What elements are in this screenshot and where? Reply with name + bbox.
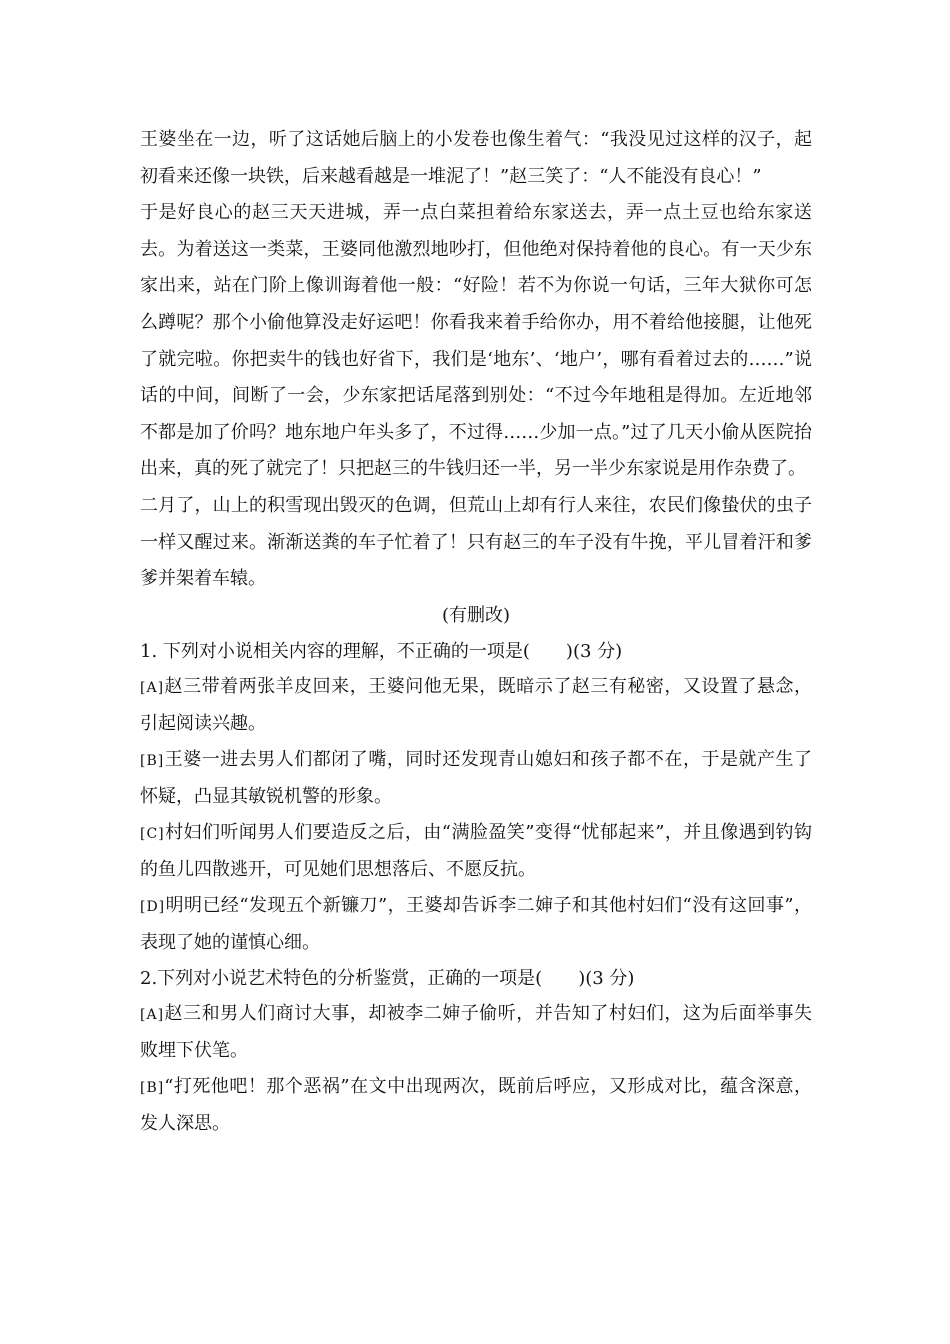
option-text: 村妇们听闻男人们要造反之后，由“满脸盈笑”变得“忧郁起来”，并且像遇到钓钩的鱼儿四散逃开，可见她们思想落后、不愿反抗。 <box>140 822 812 881</box>
option-text: 王婆一进去男人们都闭了嘴，同时还发现青山媳妇和孩子都不在，于是就产生了怀疑，凸显其敏锐机警的形象。 <box>140 749 812 808</box>
option-text: 明明已经“发现五个新镰刀”，王婆却告诉李二婶子和其他村妇们“没有这回事”，表现了她的谨慎心细。 <box>140 895 812 954</box>
option-label: [B] <box>140 1080 165 1097</box>
passage-paragraph-1: 王婆坐在一边，听了这话她后脑上的小发卷也像生着气：“我没见过这样的汉子，起初看来还像一块铁，后来越看越是一堆泥了！”赵三笑了：“人不能没有良心！” <box>140 129 812 187</box>
option-text: 赵三和男人们商讨大事，却被李二婶子偷听，并告知了村妇们，这为后面举事失败埋下伏笔。 <box>140 1003 812 1062</box>
question-2-stem: 2.下列对小说艺术特色的分析鉴赏，正确的一项是( )(3 分) <box>140 968 635 990</box>
option-label: [A] <box>140 1007 165 1024</box>
question-2-option-a <box>140 996 812 1069</box>
passage-paragraph-3: 二月了，山上的积雪现出毁灭的色调，但荒山上却有行人来往，农民们像蛰伏的虫子一样又醒过来。渐渐送粪的车子忙着了！只有赵三的车子没有牛挽，平儿冒着汗和爹爹并架着车辕。 <box>140 494 812 590</box>
option-label: [D] <box>140 899 166 916</box>
question-1-stem: 1. 下列对小说相关内容的理解，不正确的一项是( )(3 分) <box>140 641 623 663</box>
question-1-option-b <box>140 742 812 815</box>
question-1-option-d <box>140 888 812 961</box>
edit-note: (有删改) <box>441 604 511 626</box>
passage-paragraph-2: 于是好良心的赵三天天进城，弄一点白菜担着给东家送去，弄一点土豆也给东家送去。为着送这一类菜，王婆同他激烈地吵打，但他绝对保持着他的良心。有一天少东家出来，站在门阶上像训诲着他一般：“好险！若不为你说一句话，三年大狱你可怎么蹲呢？那个小偷他算没走好运吧！你看我来着手给你办，用不着给他接腿，让他死了就完啦。你把卖牛的钱也好省下，我们是‘地东’、‘地户’，哪有看着过去的……”说话的中间，间断了一会，少东家把话尾落到别处：“不过今年地租是得加。左近地邻不都是加了价吗？地东地户年头多了，不过得……少加一点。”过了几天小偷从医院抬出来，真的死了就完了！只把赵三的牛钱归还一半，另一半少东家说是用作杂费了。 <box>140 202 812 480</box>
option-label: [A] <box>140 680 165 697</box>
question-1-option-c <box>140 815 812 888</box>
option-text: “打死他吧！那个恶祸”在文中出现两次，既前后呼应，又形成对比，蕴含深意，发人深思。 <box>140 1076 812 1135</box>
option-text: 赵三带着两张羊皮回来，王婆问他无果，既暗示了赵三有秘密，又设置了悬念，引起阅读兴趣。 <box>140 676 812 735</box>
option-label: [C] <box>140 826 165 843</box>
option-label: [B] <box>140 753 165 770</box>
question-1-option-a <box>140 669 812 742</box>
question-2-option-b <box>140 1069 812 1142</box>
page-content <box>140 122 812 1142</box>
